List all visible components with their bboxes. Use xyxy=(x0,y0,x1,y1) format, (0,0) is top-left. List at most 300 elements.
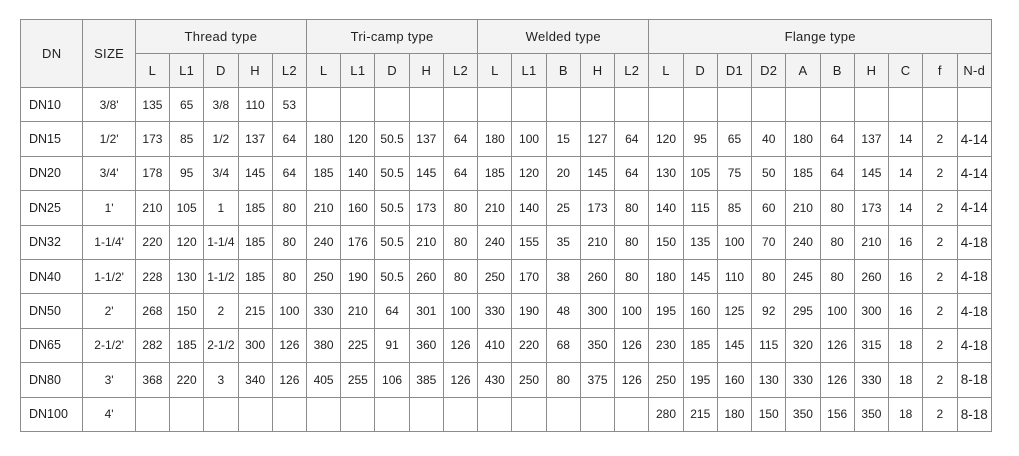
header-dn: DN xyxy=(21,20,83,88)
value-cell xyxy=(135,397,169,431)
value-cell: 64 xyxy=(443,156,477,190)
value-cell: 4-14 xyxy=(957,122,992,156)
value-cell: 110 xyxy=(238,88,272,122)
value-cell: 126 xyxy=(820,328,854,362)
value-cell xyxy=(375,397,409,431)
value-cell: 185 xyxy=(238,191,272,225)
value-cell: 320 xyxy=(786,328,820,362)
value-cell: 145 xyxy=(409,156,443,190)
value-cell xyxy=(272,397,306,431)
value-cell: 95 xyxy=(170,156,204,190)
value-cell: 75 xyxy=(717,156,751,190)
dn-cell: DN100 xyxy=(21,397,83,431)
value-cell: 105 xyxy=(170,191,204,225)
value-cell: 190 xyxy=(341,259,375,293)
value-cell xyxy=(649,88,683,122)
value-cell: 228 xyxy=(135,259,169,293)
value-cell: 173 xyxy=(854,191,888,225)
value-cell: 115 xyxy=(683,191,717,225)
value-cell: 2 xyxy=(923,259,957,293)
value-cell xyxy=(409,88,443,122)
value-cell: 330 xyxy=(854,363,888,397)
value-cell: 60 xyxy=(752,191,786,225)
value-cell: 64 xyxy=(615,122,649,156)
size-cell: 1-1/4' xyxy=(83,225,135,259)
subheader-cell: L2 xyxy=(272,54,306,88)
value-cell: 185 xyxy=(478,156,512,190)
value-cell: 210 xyxy=(341,294,375,328)
subheader-cell: A xyxy=(786,54,820,88)
value-cell: 106 xyxy=(375,363,409,397)
value-cell: 50.5 xyxy=(375,225,409,259)
value-cell: 2 xyxy=(923,122,957,156)
size-cell: 1-1/2' xyxy=(83,259,135,293)
subheader-cell: B xyxy=(546,54,580,88)
value-cell: 315 xyxy=(854,328,888,362)
value-cell: 126 xyxy=(615,328,649,362)
subheader-cell: L2 xyxy=(443,54,477,88)
subheader-cell: L xyxy=(649,54,683,88)
value-cell xyxy=(443,397,477,431)
value-cell: 115 xyxy=(752,328,786,362)
dn-cell: DN80 xyxy=(21,363,83,397)
value-cell: 15 xyxy=(546,122,580,156)
value-cell: 80 xyxy=(615,191,649,225)
value-cell xyxy=(580,397,614,431)
subheader-cell: L xyxy=(135,54,169,88)
value-cell xyxy=(923,88,957,122)
subheader-cell: L xyxy=(478,54,512,88)
value-cell: 1-1/4 xyxy=(204,225,238,259)
subheader-cell: B xyxy=(820,54,854,88)
size-cell: 3' xyxy=(83,363,135,397)
value-cell: 2 xyxy=(923,191,957,225)
value-cell: 14 xyxy=(889,191,923,225)
subheader-cell: D xyxy=(683,54,717,88)
value-cell: 350 xyxy=(786,397,820,431)
value-cell: 330 xyxy=(478,294,512,328)
value-cell: 185 xyxy=(238,225,272,259)
value-cell: 16 xyxy=(889,259,923,293)
value-cell: 130 xyxy=(752,363,786,397)
value-cell: 330 xyxy=(306,294,340,328)
value-cell xyxy=(306,88,340,122)
table-row xyxy=(21,397,992,431)
value-cell: 225 xyxy=(341,328,375,362)
value-cell: 2-1/2 xyxy=(204,328,238,362)
value-cell: 145 xyxy=(238,156,272,190)
value-cell: 195 xyxy=(649,294,683,328)
value-cell: 430 xyxy=(478,363,512,397)
value-cell: 240 xyxy=(478,225,512,259)
value-cell: 68 xyxy=(546,328,580,362)
value-cell: 185 xyxy=(786,156,820,190)
value-cell: 25 xyxy=(546,191,580,225)
subheader-cell: D2 xyxy=(752,54,786,88)
value-cell: 150 xyxy=(649,225,683,259)
value-cell: 180 xyxy=(306,122,340,156)
value-cell: 215 xyxy=(238,294,272,328)
value-cell: 250 xyxy=(512,363,546,397)
value-cell: 145 xyxy=(580,156,614,190)
value-cell: 80 xyxy=(615,259,649,293)
value-cell xyxy=(478,88,512,122)
value-cell: 120 xyxy=(170,225,204,259)
value-cell: 220 xyxy=(512,328,546,362)
value-cell: 105 xyxy=(683,156,717,190)
header-thread-type: Thread type xyxy=(135,20,306,54)
header-flange-type: Flange type xyxy=(649,20,992,54)
dn-cell: DN10 xyxy=(21,88,83,122)
value-cell: 156 xyxy=(820,397,854,431)
value-cell: 210 xyxy=(135,191,169,225)
value-cell xyxy=(341,397,375,431)
subheader-cell: L1 xyxy=(512,54,546,88)
value-cell: 65 xyxy=(717,122,751,156)
value-cell: 250 xyxy=(306,259,340,293)
value-cell: 80 xyxy=(272,225,306,259)
value-cell: 230 xyxy=(649,328,683,362)
value-cell: 268 xyxy=(135,294,169,328)
subheader-cell: D1 xyxy=(717,54,751,88)
value-cell xyxy=(512,88,546,122)
dn-cell: DN15 xyxy=(21,122,83,156)
value-cell: 130 xyxy=(649,156,683,190)
value-cell xyxy=(546,397,580,431)
subheader-cell: L xyxy=(306,54,340,88)
header-row-groups xyxy=(21,20,992,54)
subheader-cell: L2 xyxy=(615,54,649,88)
value-cell: 185 xyxy=(170,328,204,362)
value-cell: 150 xyxy=(752,397,786,431)
value-cell: 80 xyxy=(443,225,477,259)
value-cell xyxy=(580,88,614,122)
size-cell: 4' xyxy=(83,397,135,431)
size-cell: 1' xyxy=(83,191,135,225)
value-cell: 368 xyxy=(135,363,169,397)
value-cell: 260 xyxy=(409,259,443,293)
value-cell: 282 xyxy=(135,328,169,362)
value-cell: 2 xyxy=(923,363,957,397)
value-cell: 48 xyxy=(546,294,580,328)
subheader-cell: H xyxy=(580,54,614,88)
value-cell: 4-18 xyxy=(957,259,992,293)
table-row xyxy=(21,156,992,190)
value-cell xyxy=(204,397,238,431)
value-cell: 137 xyxy=(409,122,443,156)
value-cell: 3/8 xyxy=(204,88,238,122)
value-cell: 50.5 xyxy=(375,122,409,156)
value-cell: 173 xyxy=(135,122,169,156)
dn-cell: DN20 xyxy=(21,156,83,190)
header-size: SIZE xyxy=(83,20,135,88)
value-cell: 220 xyxy=(135,225,169,259)
value-cell: 127 xyxy=(580,122,614,156)
value-cell: 145 xyxy=(683,259,717,293)
value-cell: 3 xyxy=(204,363,238,397)
table-row xyxy=(21,294,992,328)
value-cell xyxy=(889,88,923,122)
value-cell: 250 xyxy=(478,259,512,293)
dn-cell: DN32 xyxy=(21,225,83,259)
value-cell xyxy=(786,88,820,122)
value-cell: 160 xyxy=(717,363,751,397)
value-cell: 137 xyxy=(238,122,272,156)
value-cell: 126 xyxy=(272,363,306,397)
value-cell: 18 xyxy=(889,328,923,362)
value-cell: 360 xyxy=(409,328,443,362)
value-cell: 185 xyxy=(306,156,340,190)
value-cell: 20 xyxy=(546,156,580,190)
value-cell: 210 xyxy=(409,225,443,259)
value-cell: 65 xyxy=(170,88,204,122)
value-cell: 280 xyxy=(649,397,683,431)
value-cell: 260 xyxy=(854,259,888,293)
table-row xyxy=(21,88,992,122)
value-cell: 95 xyxy=(683,122,717,156)
value-cell xyxy=(957,88,992,122)
value-cell xyxy=(615,397,649,431)
value-cell: 80 xyxy=(443,191,477,225)
value-cell xyxy=(615,88,649,122)
dn-cell: DN50 xyxy=(21,294,83,328)
value-cell xyxy=(443,88,477,122)
value-cell: 2 xyxy=(923,225,957,259)
value-cell xyxy=(478,397,512,431)
value-cell: 80 xyxy=(752,259,786,293)
value-cell: 340 xyxy=(238,363,272,397)
dn-cell: DN25 xyxy=(21,191,83,225)
value-cell: 255 xyxy=(341,363,375,397)
value-cell: 210 xyxy=(580,225,614,259)
value-cell: 50.5 xyxy=(375,259,409,293)
value-cell: 80 xyxy=(820,225,854,259)
dn-cell: DN65 xyxy=(21,328,83,362)
value-cell: 50 xyxy=(752,156,786,190)
value-cell: 64 xyxy=(272,156,306,190)
value-cell xyxy=(409,397,443,431)
value-cell: 380 xyxy=(306,328,340,362)
value-cell: 100 xyxy=(272,294,306,328)
value-cell: 185 xyxy=(683,328,717,362)
header-row-sub xyxy=(21,54,992,88)
value-cell: 180 xyxy=(786,122,820,156)
value-cell: 210 xyxy=(306,191,340,225)
subheader-cell: D xyxy=(204,54,238,88)
value-cell xyxy=(341,88,375,122)
value-cell: 40 xyxy=(752,122,786,156)
value-cell: 70 xyxy=(752,225,786,259)
value-cell: 100 xyxy=(443,294,477,328)
value-cell: 155 xyxy=(512,225,546,259)
value-cell: 220 xyxy=(170,363,204,397)
value-cell: 260 xyxy=(580,259,614,293)
value-cell: 64 xyxy=(375,294,409,328)
value-cell: 4-18 xyxy=(957,294,992,328)
table-row xyxy=(21,122,992,156)
value-cell: 195 xyxy=(683,363,717,397)
value-cell: 64 xyxy=(443,122,477,156)
value-cell: 176 xyxy=(341,225,375,259)
value-cell: 190 xyxy=(512,294,546,328)
value-cell: 180 xyxy=(717,397,751,431)
table-row xyxy=(21,328,992,362)
value-cell: 126 xyxy=(443,328,477,362)
value-cell: 126 xyxy=(443,363,477,397)
subheader-cell: D xyxy=(375,54,409,88)
value-cell: 385 xyxy=(409,363,443,397)
value-cell: 2 xyxy=(923,328,957,362)
value-cell: 4-14 xyxy=(957,156,992,190)
value-cell: 330 xyxy=(786,363,820,397)
subheader-cell: L1 xyxy=(341,54,375,88)
value-cell xyxy=(752,88,786,122)
header-tri-camp-type: Tri-camp type xyxy=(306,20,477,54)
value-cell: 2 xyxy=(923,156,957,190)
value-cell xyxy=(717,88,751,122)
value-cell: 180 xyxy=(478,122,512,156)
table-row xyxy=(21,191,992,225)
value-cell: 350 xyxy=(580,328,614,362)
value-cell: 85 xyxy=(170,122,204,156)
size-cell: 1/2' xyxy=(83,122,135,156)
value-cell: 4-18 xyxy=(957,225,992,259)
size-cell: 2-1/2' xyxy=(83,328,135,362)
value-cell: 410 xyxy=(478,328,512,362)
value-cell: 91 xyxy=(375,328,409,362)
subheader-cell: H xyxy=(238,54,272,88)
spec-table xyxy=(20,19,992,432)
value-cell: 240 xyxy=(306,225,340,259)
value-cell: 1-1/2 xyxy=(204,259,238,293)
value-cell: 126 xyxy=(820,363,854,397)
value-cell: 16 xyxy=(889,294,923,328)
value-cell: 64 xyxy=(820,156,854,190)
value-cell: 38 xyxy=(546,259,580,293)
value-cell: 145 xyxy=(854,156,888,190)
value-cell: 8-18 xyxy=(957,397,992,431)
value-cell: 80 xyxy=(443,259,477,293)
value-cell: 2 xyxy=(923,294,957,328)
value-cell: 50.5 xyxy=(375,156,409,190)
value-cell: 80 xyxy=(546,363,580,397)
value-cell: 100 xyxy=(615,294,649,328)
value-cell: 160 xyxy=(683,294,717,328)
subheader-cell: H xyxy=(409,54,443,88)
value-cell: 173 xyxy=(580,191,614,225)
size-cell: 3/4' xyxy=(83,156,135,190)
subheader-cell: N-d xyxy=(957,54,992,88)
size-cell: 2' xyxy=(83,294,135,328)
value-cell: 80 xyxy=(272,259,306,293)
value-cell: 14 xyxy=(889,156,923,190)
value-cell: 110 xyxy=(717,259,751,293)
value-cell: 137 xyxy=(854,122,888,156)
subheader-cell: H xyxy=(854,54,888,88)
value-cell: 64 xyxy=(615,156,649,190)
value-cell: 140 xyxy=(341,156,375,190)
value-cell xyxy=(546,88,580,122)
value-cell: 140 xyxy=(512,191,546,225)
value-cell: 210 xyxy=(854,225,888,259)
value-cell: 92 xyxy=(752,294,786,328)
value-cell: 135 xyxy=(683,225,717,259)
value-cell: 80 xyxy=(820,259,854,293)
value-cell xyxy=(683,88,717,122)
value-cell xyxy=(512,397,546,431)
value-cell: 53 xyxy=(272,88,306,122)
size-cell: 3/8' xyxy=(83,88,135,122)
value-cell: 80 xyxy=(615,225,649,259)
value-cell: 125 xyxy=(717,294,751,328)
value-cell xyxy=(306,397,340,431)
value-cell: 120 xyxy=(341,122,375,156)
value-cell: 18 xyxy=(889,397,923,431)
value-cell: 250 xyxy=(649,363,683,397)
value-cell: 300 xyxy=(238,328,272,362)
value-cell: 14 xyxy=(889,122,923,156)
value-cell: 240 xyxy=(786,225,820,259)
value-cell: 140 xyxy=(649,191,683,225)
value-cell: 295 xyxy=(786,294,820,328)
value-cell: 85 xyxy=(717,191,751,225)
value-cell: 173 xyxy=(409,191,443,225)
table-row xyxy=(21,259,992,293)
value-cell: 215 xyxy=(683,397,717,431)
value-cell: 3/4 xyxy=(204,156,238,190)
value-cell: 80 xyxy=(820,191,854,225)
value-cell: 64 xyxy=(272,122,306,156)
value-cell: 180 xyxy=(649,259,683,293)
value-cell: 4-14 xyxy=(957,191,992,225)
dn-cell: DN40 xyxy=(21,259,83,293)
value-cell xyxy=(854,88,888,122)
value-cell: 1 xyxy=(204,191,238,225)
value-cell: 185 xyxy=(238,259,272,293)
value-cell: 301 xyxy=(409,294,443,328)
value-cell: 1/2 xyxy=(204,122,238,156)
value-cell: 64 xyxy=(820,122,854,156)
value-cell: 170 xyxy=(512,259,546,293)
value-cell: 135 xyxy=(135,88,169,122)
value-cell: 210 xyxy=(786,191,820,225)
subheader-cell: L1 xyxy=(170,54,204,88)
value-cell: 145 xyxy=(717,328,751,362)
value-cell: 120 xyxy=(512,156,546,190)
value-cell: 245 xyxy=(786,259,820,293)
value-cell xyxy=(375,88,409,122)
value-cell: 2 xyxy=(204,294,238,328)
value-cell: 178 xyxy=(135,156,169,190)
subheader-cell: C xyxy=(889,54,923,88)
value-cell: 80 xyxy=(272,191,306,225)
value-cell: 100 xyxy=(820,294,854,328)
value-cell: 130 xyxy=(170,259,204,293)
value-cell: 2 xyxy=(923,397,957,431)
value-cell: 4-18 xyxy=(957,328,992,362)
value-cell: 100 xyxy=(512,122,546,156)
value-cell: 126 xyxy=(615,363,649,397)
value-cell: 100 xyxy=(717,225,751,259)
value-cell: 16 xyxy=(889,225,923,259)
value-cell xyxy=(820,88,854,122)
table-row xyxy=(21,363,992,397)
value-cell: 126 xyxy=(272,328,306,362)
header-welded-type: Welded type xyxy=(478,20,649,54)
value-cell: 8-18 xyxy=(957,363,992,397)
value-cell: 18 xyxy=(889,363,923,397)
value-cell: 35 xyxy=(546,225,580,259)
